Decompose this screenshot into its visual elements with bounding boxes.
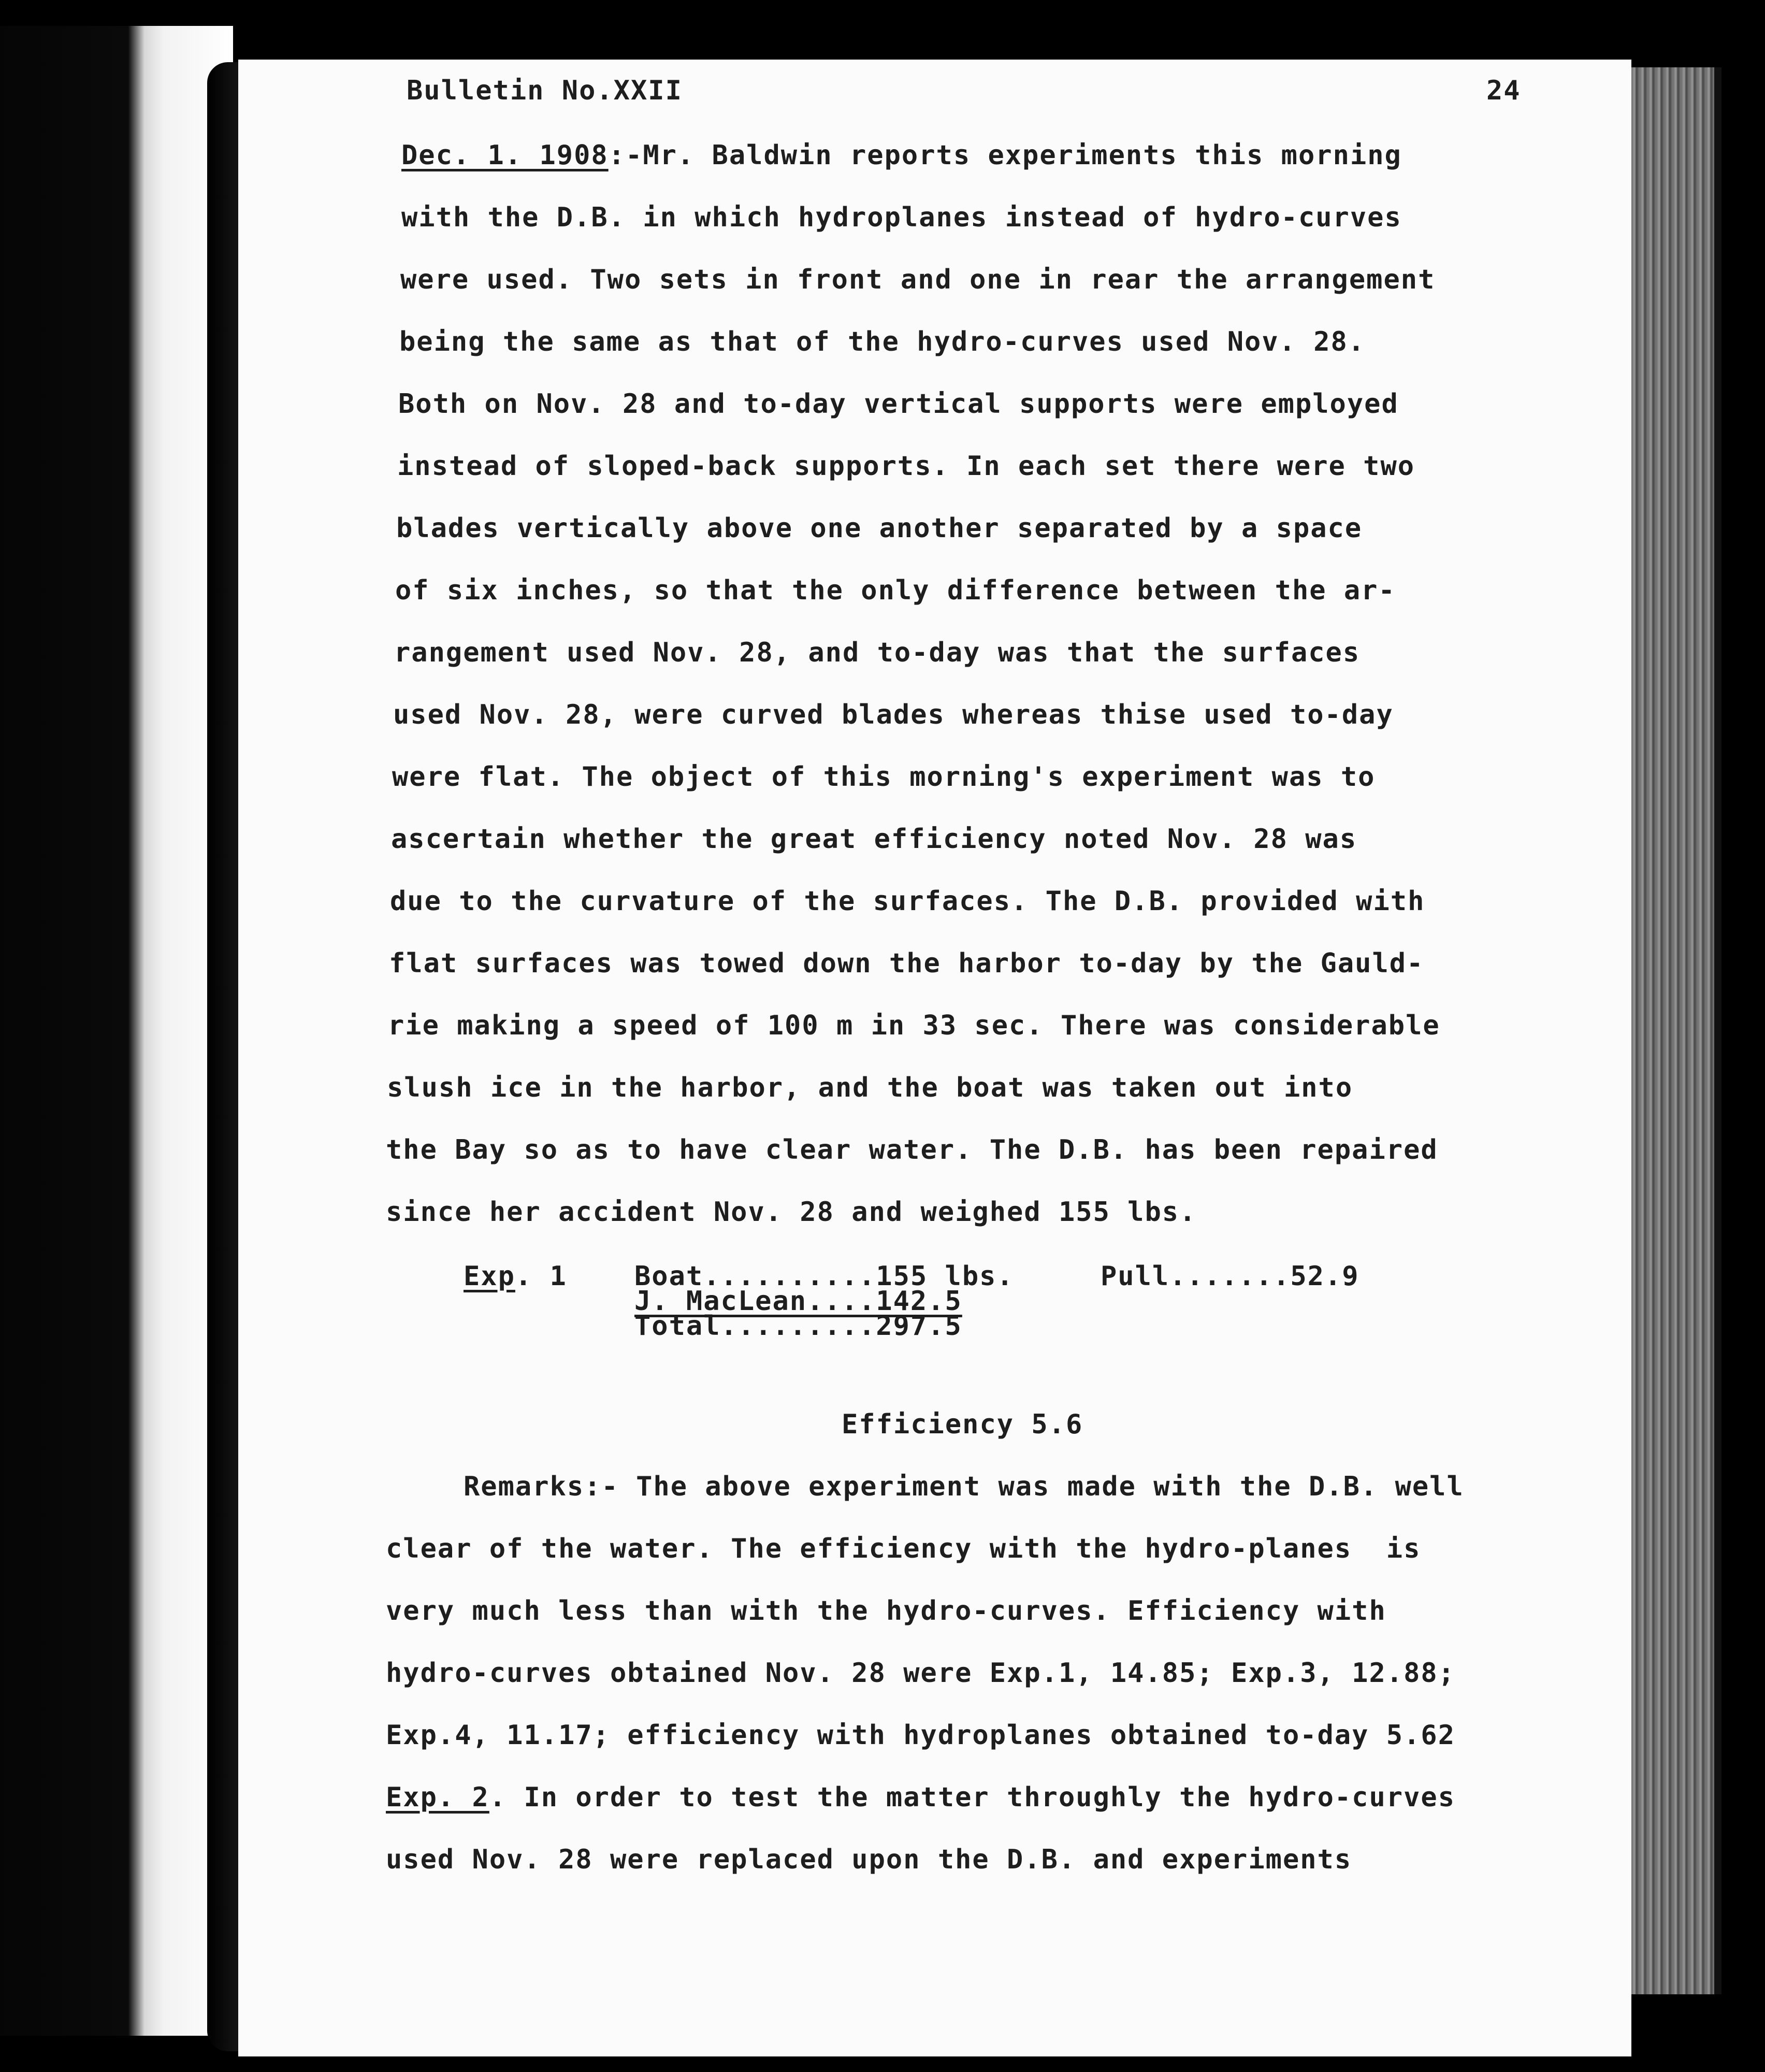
remarks-line-4: hydro-curves obtained Nov. 28 were Exp.1, 14.85; Exp.3, 12.88;: [386, 1658, 1456, 1689]
entry-line-13: due to the curvature of the surfaces. The D.B. provided with: [390, 886, 1425, 917]
exp2-text: . In order to test the matter throughly the hydro-curves: [489, 1782, 1456, 1813]
facing-page-edge: [0, 26, 233, 2036]
pull-value: Pull.......52.9: [1101, 1261, 1359, 1292]
page-stack-edge: [1631, 67, 1721, 1994]
remarks-text: The above experiment was made with the D.B. well: [636, 1471, 1464, 1502]
entry-line-10: used Nov. 28, were curved blades whereas thise used to-day: [393, 699, 1394, 730]
entry-separator: :-: [608, 140, 643, 171]
page-number: 24: [1486, 75, 1521, 106]
entry-line-15: rie making a speed of 100 m in 33 sec. There was considerable: [388, 1010, 1440, 1041]
exp2-label: Exp. 2: [386, 1782, 489, 1813]
entry-line-16: slush ice in the harbor, and the boat was taken out into: [387, 1072, 1353, 1103]
exp-number: . 1: [515, 1261, 567, 1292]
entry-line-7: blades vertically above one another separated by a space: [396, 513, 1363, 544]
experiment-1-table: [386, 1261, 1577, 1360]
exp2-first-line: [386, 1779, 1455, 1816]
efficiency-value: Efficiency 5.6: [842, 1409, 1083, 1440]
entry-line-9: rangement used Nov. 28, and to-day was that the surfaces: [394, 637, 1361, 668]
entry-line-3: were used. Two sets in front and one in rear the arrangement: [400, 264, 1436, 295]
entry-first-line: [401, 137, 1402, 174]
remarks-separator: :-: [584, 1471, 636, 1502]
entry-date: Dec. 1. 1908: [401, 140, 609, 171]
remarks-line-5: Exp.4, 11.17; efficiency with hydroplanes obtained to-day 5.62: [386, 1720, 1456, 1751]
entry-line-14: flat surfaces was towed down the harbor to-day by the Gauld-: [389, 948, 1424, 979]
experiment-1-label: [464, 1261, 567, 1291]
entry-line-12: ascertain whether the great efficiency noted Nov. 28 was: [391, 824, 1357, 855]
remarks-first-line: [464, 1469, 1464, 1505]
entry-line-11: were flat. The object of this morning's experiment was to: [392, 761, 1376, 793]
entry-line-6: instead of sloped-back supports. In each set there were two: [397, 451, 1415, 482]
boat-weight: Boat..........155 lbs.: [634, 1261, 1014, 1292]
entry-line-1: Mr. Baldwin reports experiments this morning: [643, 140, 1402, 171]
entry-line-8: of six inches, so that the only difference between the ar-: [395, 575, 1396, 606]
exp2-line-2: used Nov. 28 were replaced upon the D.B. and experiments: [386, 1844, 1352, 1875]
maclean-weight: J. MacLean....142.5: [634, 1286, 962, 1317]
remarks-line-3: very much less than with the hydro-curves. Efficiency with: [386, 1595, 1386, 1627]
total-weight: Total.........297.5: [634, 1311, 962, 1342]
entry-line-4: being the same as that of the hydro-curves used Nov. 28.: [399, 326, 1366, 357]
bulletin-header: Bulletin No.XXII: [407, 75, 683, 106]
remarks-label: Remarks: [464, 1471, 585, 1502]
entry-line-5: Both on Nov. 28 and to-day vertical supports were employed: [398, 388, 1399, 420]
remarks-line-2: clear of the water. The efficiency with the hydro-planes is: [386, 1533, 1421, 1564]
entry-line-18: since her accident Nov. 28 and weighed 155 lbs.: [386, 1197, 1197, 1228]
entry-line-17: the Bay so as to have clear water. The D.B. has been repaired: [386, 1134, 1438, 1166]
entry-line-2: with the D.B. in which hydroplanes instead of hydro-curves: [401, 202, 1402, 233]
exp-label: Exp: [464, 1261, 515, 1292]
